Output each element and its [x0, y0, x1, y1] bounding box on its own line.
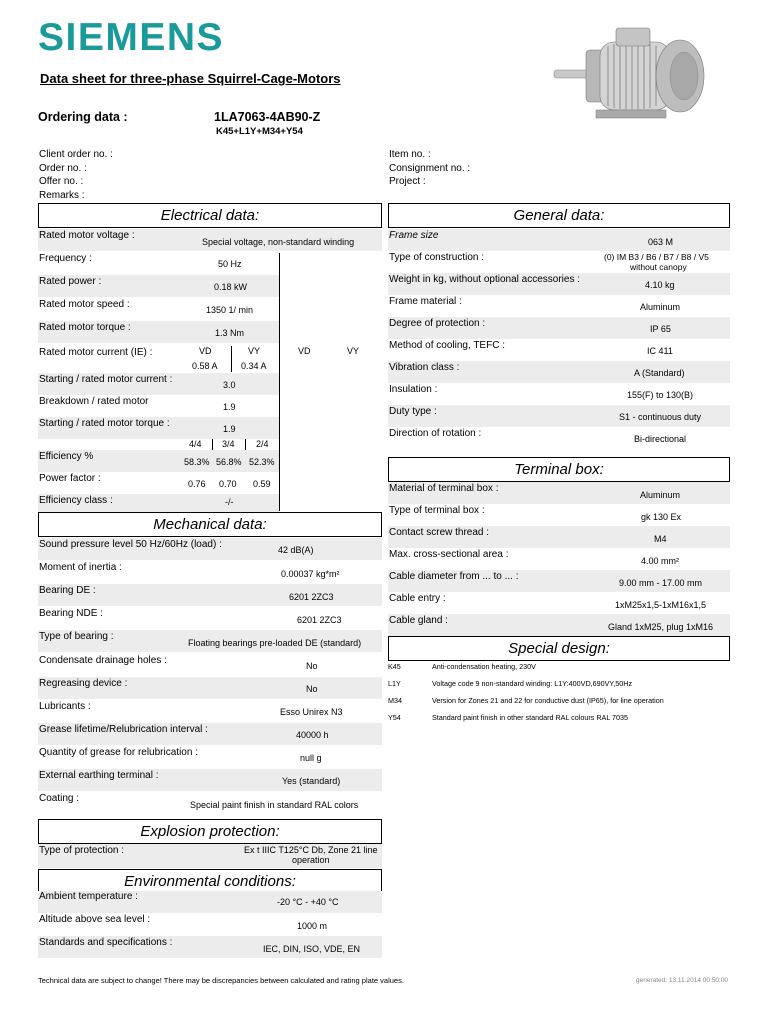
row-screw-thread: Contact screw thread : M4 [388, 526, 730, 548]
row-regreasing: Regreasing device : No [38, 677, 382, 699]
row-grease-life: Grease lifetime/Relubrication interval : 40000 h [38, 723, 382, 745]
row-power-factor: Power factor : 0.76 0.70 0.59 [39, 473, 271, 489]
row-efficiency-class: Efficiency class : -/- [38, 494, 279, 516]
motor-image [552, 22, 707, 132]
explosion-protection-header: Explosion protection: [38, 819, 382, 844]
terminal-box-header: Terminal box: [388, 457, 730, 482]
item-meta [389, 148, 470, 189]
row-vibration: Vibration class : A (Standard) [388, 361, 730, 383]
document-title: Data sheet for three-phase Squirrel-Cage-Motors [40, 71, 341, 86]
row-inertia: Moment of inertia : 0.00037 kg*m² [39, 562, 340, 579]
offer-no-label: Offer no. : [39, 176, 84, 187]
row-torque: Rated motor torque : 1.3 Nm [38, 321, 279, 343]
row-sound: Sound pressure level 50 Hz/60Hz (load) : 42 dB(A) [38, 538, 382, 560]
row-weight: Weight in kg, without optional accessories : 4.10 kg [388, 273, 730, 295]
row-cable-diameter: Cable diameter from ... to ... : 9.00 mm - 17.00 mm [388, 570, 730, 592]
row-protection-type: Type of protection : Ex t IIIC T125°C Db, Zone 21 line operation [38, 844, 382, 868]
order-no-label: Order no. : [39, 162, 87, 174]
row-cross-section: Max. cross-sectional area : 4.00 mm² [389, 549, 680, 566]
siemens-logo: SIEMENS [38, 16, 225, 59]
current-divider [231, 346, 232, 372]
row-ambient: Ambient temperature : -20 °C - +40 °C [38, 891, 382, 913]
row-cooling: Method of cooling, TEFC : IC 411 [389, 340, 673, 356]
row-coating: Coating : Special paint finish in standard RAL colors [39, 793, 359, 810]
row-voltage: Rated motor voltage : Special voltage, non-standard winding [38, 229, 382, 251]
ordering-label: Ordering data : [38, 110, 128, 124]
client-order-label: Client order no. : [39, 149, 113, 160]
row-drainage: Condensate drainage holes : No [39, 655, 318, 671]
order-options: K45+L1Y+M34+Y54 [216, 126, 303, 137]
row-lubricants: Lubricants : Esso Unirex N3 [39, 701, 343, 717]
environmental-header: Environmental conditions: [38, 869, 382, 894]
row-terminal-type: Type of terminal box : gk 130 Ex [389, 505, 682, 522]
item-no-label: Item no. : [389, 149, 431, 160]
row-protection: Degree of protection : IP 65 [388, 317, 730, 339]
special-design-header: Special design: [388, 636, 730, 661]
footer-generated: generated: 13.11.2014 00:50:00 [636, 977, 729, 984]
order-number: 1LA7063-4AB90-Z [214, 110, 321, 124]
special-item-l1y: L1Y Voltage code 9 non-standard winding: L1Y:400VD,690VY,50Hz [388, 679, 633, 688]
special-item-m34: M34 Version for Zones 21 and 22 for conductive dust (IP65), for line operation [388, 696, 664, 705]
row-standards: Standards and specifications : IEC, DIN, ISO, VDE, EN [38, 936, 382, 958]
mechanical-data-header: Mechanical data: [38, 512, 382, 537]
row-power: Rated power : 0.18 kW [38, 275, 279, 297]
row-start-torque: Starting / rated motor torque : 1.9 [38, 417, 279, 439]
row-start-current: Starting / rated motor current : 3.0 [38, 373, 279, 395]
row-insulation: Insulation : 155(F) to 130(B) [389, 384, 694, 400]
row-earthing: External earthing terminal : Yes (standard) [38, 769, 382, 791]
project-label: Project : [389, 176, 426, 187]
row-bearing-nde: Bearing NDE : 6201 2ZC3 [39, 608, 342, 625]
row-bearing-de: Bearing DE : 6201 2ZC3 [38, 584, 382, 606]
electrical-divider [279, 253, 280, 511]
special-item-k45: K45 Anti-condensation heating, 230V [388, 662, 536, 671]
general-data-header: General data: [388, 203, 730, 228]
consignment-no-label: Consignment no. : [389, 162, 471, 174]
row-efficiency: Efficiency % 58.3% 56.8% 52.3% [38, 450, 279, 472]
row-breakdown: Breakdown / rated motor 1.9 [39, 396, 236, 412]
row-altitude: Altitude above sea level : 1000 m [39, 914, 328, 931]
electrical-data-header: Electrical data: [38, 203, 382, 228]
row-duty: Duty type : S1 - continuous duty [388, 405, 730, 427]
footer-note: Technical data are subject to change! There may be discrepancies between calculated and rating plate values. [38, 976, 404, 985]
row-terminal-material: Material of terminal box : Aluminum [388, 482, 730, 504]
special-item-y54: Y54 Standard paint finish in other standard RAL colours RAL 7035 [388, 713, 629, 722]
row-cable-entry: Cable entry : 1xM25x1,5-1xM16x1,5 [389, 593, 707, 610]
row-frequency: Frequency : 50 Hz [39, 253, 242, 269]
row-construction: Type of construction : (0) IM B3 / B6 / B7 / B8 / V5 without canopy [389, 252, 709, 272]
row-current: Rated motor current (IE) : VD VY VD VY 0.58 A 0.34 A [39, 346, 360, 371]
client-meta [39, 148, 113, 202]
remarks-label: Remarks : [39, 189, 85, 201]
row-grease-qty: Quantity of grease for relubrication : null g [39, 747, 322, 763]
row-cable-gland: Cable gland : Gland 1xM25, plug 1xM16 [388, 614, 730, 636]
row-speed: Rated motor speed : 1350 1/ min [39, 299, 254, 315]
row-rotation: Direction of rotation : Bi-directional [389, 428, 687, 444]
row-frame-material: Frame material : Aluminum [389, 296, 681, 312]
row-load-headers: 4/4 3/4 2/4 [189, 439, 269, 449]
row-bearing-type: Type of bearing : Floating bearings pre-loaded DE (standard) [38, 630, 382, 652]
row-frame-size: Frame size 063 M [388, 229, 730, 251]
